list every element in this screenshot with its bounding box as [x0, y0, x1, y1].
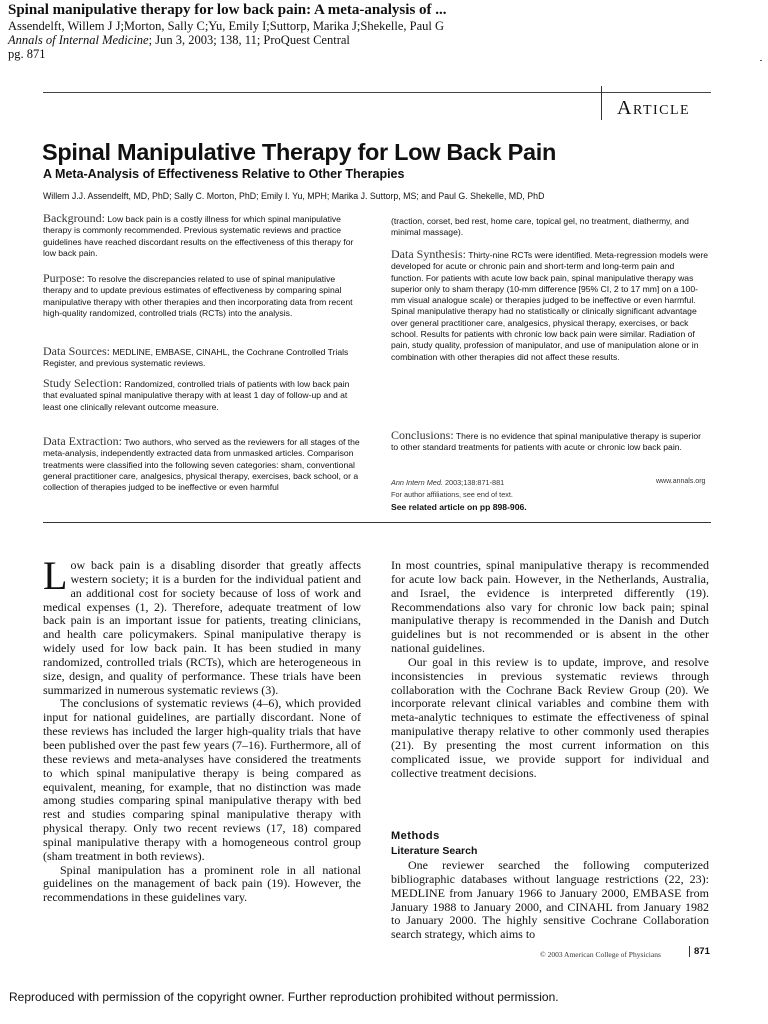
affiliations-note: For author affiliations, see end of text. [391, 490, 513, 499]
copyright-footer: © 2003 American College of Physicians [540, 950, 661, 959]
body-paragraph: Spinal manipulation has a prominent role in all national guidelines on the management of back pain (19). However, the recommendations in these guidelines vary. [43, 862, 361, 905]
abstract-heading: Data Synthesis: [391, 247, 466, 261]
abstract-study-selection [43, 378, 361, 413]
scan-mark [760, 60, 762, 61]
document-source [8, 33, 748, 47]
body-paragraph: In most countries, spinal manipulative therapy is recommended for acute low back pain. However, in the Netherlands, Australia, and Israel, the evidence is interpreted differently (19). Recommendations also vary for chronic low back pain; spinal manipulative therapy is recommended in the Danish and Dutch guidelines but is not recommended or is absent in the other national guidelines. [391, 558, 709, 656]
literature-search-heading: Literature Search [391, 845, 478, 857]
document-title: Spinal manipulative therapy for low back pain: A meta-analysis of ... [8, 2, 447, 18]
abstract-extraction-continued: (traction, corset, bed rest, home care, topical gel, no treatment, diathermy, and minimal massage). [391, 216, 689, 238]
abstract-text: Low back pain is a costly illness for which spinal manipulative therapy is commonly recommended. Previous systematic reviews and practice guidelines have reached discordant results on the effectiveness of this therapy for low back pain. [43, 214, 354, 258]
citation-journal: Ann Intern Med. [391, 478, 443, 487]
abstract-text: Thirty-nine RCTs were identified. Meta-regression models were developed for acute or chronic pain and short-term and long-term pain and function. For patients with acute low back pain, spinal manipulative therapy was superior only to sham therapy (10-mm difference [95% CI, 2 to 17 mm] on a 100-mm visual analogue scale) or therapies judged to be ineffective or even harmful. Spinal manipulative therapy had no statistically or clinically significant advantage over general practitioner care, analgesics, physical therapy, exercises, or back school. Results for patients with chronic low back pain were similar. Radiation of pain, study quality, profession of manipulator, and use of manipulation alone or in combination with other therapies did not affect these results. [391, 250, 708, 362]
permission-notice: Reproduced with permission of the copyright owner. Further reproduction prohibited without permission. [9, 990, 559, 1004]
document-header [8, 2, 748, 61]
abstract-background [43, 213, 361, 259]
source-details: ; Jun 3, 2003; 138, 11; ProQuest Central [148, 33, 350, 47]
citation-details: 2003;138:871-881 [442, 478, 505, 487]
article-title: Spinal Manipulative Therapy for Low Back Pain [42, 139, 557, 165]
article-authors: Willem J.J. Assendelft, MD, PhD; Sally C. Morton, PhD; Emily I. Yu, MPH; Marika J. Suttorp, MS; and Paul G. Shekelle, MD, PhD [43, 191, 545, 201]
abstract-heading: Data Sources: [43, 344, 110, 358]
abstract-text: There is no evidence that spinal manipulative therapy is superior to other standard treatments for patients with acute or chronic low back pain. [391, 431, 701, 453]
document-page: pg. 871 [8, 47, 46, 61]
document-authors: Assendelft, Willem J J;Morton, Sally C;Yu, Emily I;Suttorp, Marika J;Shekelle, Paul G [8, 19, 445, 33]
methods-heading: Methods [391, 830, 440, 842]
abstract-purpose [43, 273, 361, 319]
body-paragraph: One reviewer searched the following computerized bibliographic databases without language restrictions (22, 23): MEDLINE from January 1966 to January 2000, EMBASE from January 1988 to January 2000, and CINAHL from January 1982 to January 2000. The highly sensitive Cochrane Collaboration search strategy, which aims to [391, 858, 709, 942]
body-column-left [43, 553, 361, 905]
abstract-heading: Data Extraction: [43, 434, 122, 448]
abstract-data-sources [43, 346, 361, 370]
abstract-text: Randomized, controlled trials of patients with low back pain that evaluated spinal manipulative therapy with at least 1 day of follow-up and at least one clinically relevant outcome measure. [43, 379, 350, 412]
drop-cap: L [43, 553, 68, 598]
website-link[interactable]: www.annals.org [656, 478, 706, 485]
journal-name: Annals of Internal Medicine [8, 33, 149, 47]
citation [391, 478, 504, 487]
abstract-text: MEDLINE, EMBASE, CINAHL, the Cochrane Controlled Trials Register, and previous systematic reviews. [43, 347, 349, 369]
section-label: Article [617, 97, 691, 119]
body-paragraph: Our goal in this review is to update, improve, and resolve inconsistencies in previous systematic reviews through collaboration with the Cochrane Back Review Group (20). We incorporate relevant clinical variables and combine them with meta-analytic techniques to estimate the effectiveness of spinal manipulative therapy relative to other commonly used therapies (21). By presenting the most current information on this complicated issue, we provide support for individual and collective treatment decisions. [391, 654, 709, 780]
related-article: See related article on pp 898-906. [391, 502, 527, 512]
abstract-conclusions [391, 430, 709, 454]
abstract-data-synthesis [391, 249, 709, 363]
abstract-heading: Conclusions: [391, 428, 454, 442]
abstract-text: To resolve the discrepancies related to use of spinal manipulative therapy and to update previous estimates of effectiveness by comparing spinal manipulative therapy with other therapies and then incorporating data from recent high-quality randomized, controlled trials (RCTs) into the analysis. [43, 274, 353, 318]
paragraph-text: ow back pain is a disabling disorder that greatly affects western society; it is a burden for the individual patient and an additional cost for society because of loss of work and medical expenses (1, 2). Therefore, adequate treatment of low back pain is an important issue for patients, treating clinicians, and health care policymakers. Spinal manipulative therapy is widely used for low back pain. It has been studied in many randomized, controlled trials (RCTs), which are heterogeneous in size, design, and quality of performance. These trials have been summarized in numerous systematic reviews (3). [43, 558, 361, 697]
abstract-text: Two authors, who served as the reviewers for all stages of the meta-analysis, independently extracted data from unmasked articles. Comparison treatments were classified into the following seven categories: sham, conventional general practitioner care, analgesics, physical therapy, exercises, back school, or a collection of therapies judged to be ineffective or even harmful [43, 437, 360, 493]
abstract-heading: Purpose: [43, 271, 85, 285]
abstract-rule [43, 522, 711, 523]
body-column-right [391, 559, 709, 781]
abstract-data-extraction [43, 436, 361, 493]
page-number: 871 [689, 946, 710, 957]
article-subtitle: A Meta-Analysis of Effectiveness Relative to Other Therapies [43, 167, 405, 181]
abstract-heading: Background: [43, 211, 105, 225]
body-paragraph [43, 553, 361, 697]
abstract-heading: Study Selection: [43, 376, 122, 390]
body-paragraph: The conclusions of systematic reviews (4–6), which provided input for national guidelines, are partially discordant. None of these reviews has included the larger high-quality trials that have been published over the past few years (7–16). Furthermore, all of these reviews and meta-analyses have considered the treatments to which spinal manipulative therapy is being compared as equivalent, meaning, for example, that no distinction was made among studies comparing spinal manipulative therapy with bed rest and studies comparing spinal manipulative therapy with physical therapy. Only two recent reviews (17, 18) compared spinal manipulative therapy with a homogeneous control group (sham treatment in both reviews). [43, 696, 361, 863]
